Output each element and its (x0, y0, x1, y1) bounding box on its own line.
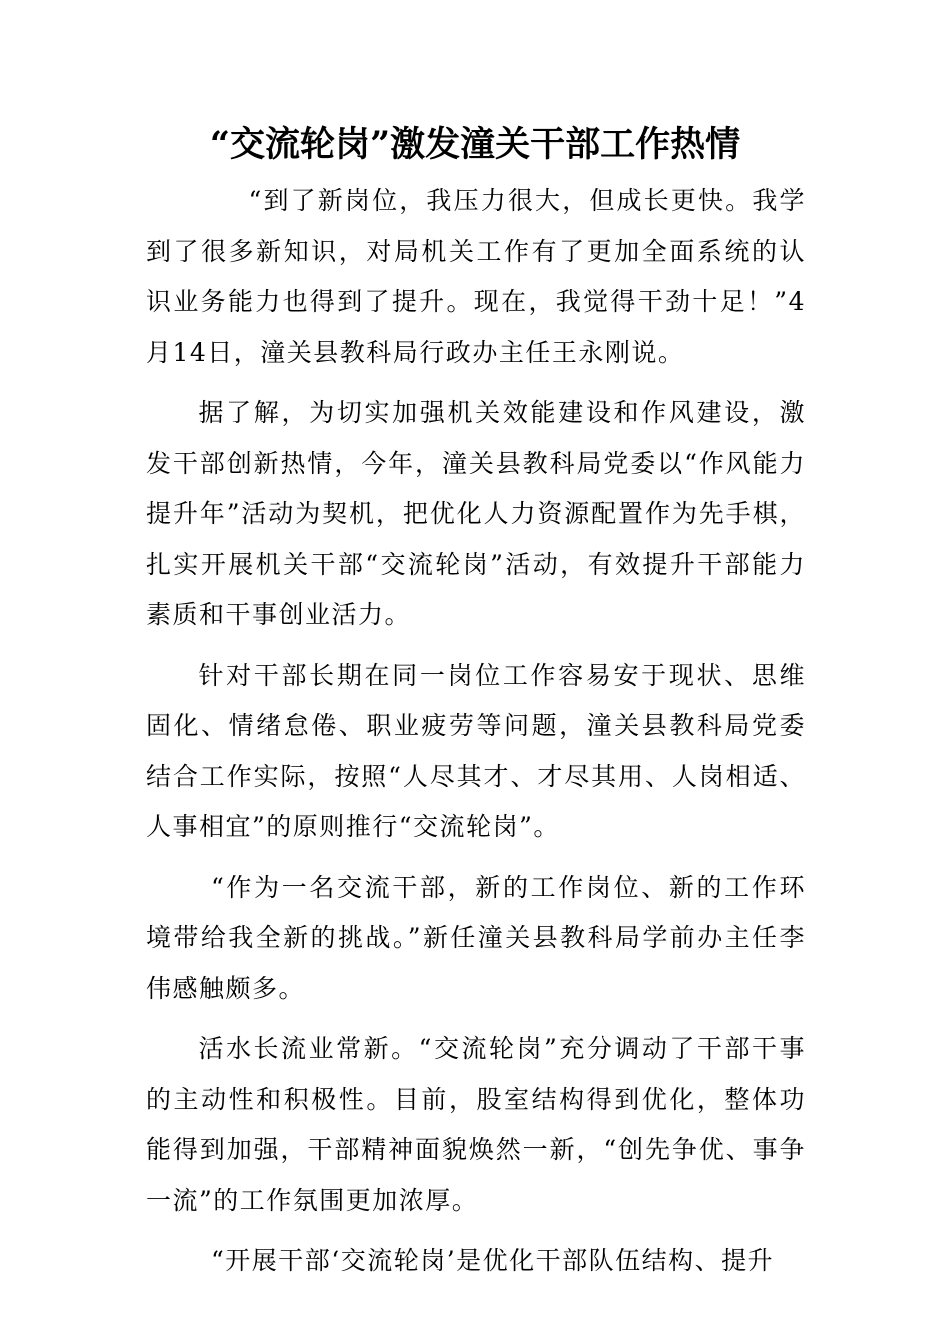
paragraph: 据了解，为切实加强机关效能建设和作风建设，激发干部创新热情，今年，潼关县教科局党委以“作风能力提升年”活动为契机，把优化人力资源配置作为先手棋，扎实开展机关干部“交流轮岗”活动，有效提升干部能力素质和干事创业活力。 (146, 398, 806, 629)
paragraph: 活水长流业常新。“交流轮岗”充分调动了干部干事的主动性和积极性。目前，股室结构得到优化，整体功能得到加强，干部精神面貌焕然一新，“创先争优、事争一流”的工作氛围更加浓厚。 (146, 1034, 806, 1215)
paragraph: “开展干部‘交流轮岗’是优化干部队伍结构、提升 (211, 1246, 775, 1275)
paragraph: “到了新岗位，我压力很大，但成长更快。我学到了很多新知识，对局机关工作有了更加全面系统的认识业务能力也得到了提升。现在，我觉得干劲十足！”4月14日，潼关县教科局行政办主任王永刚说。 (146, 186, 806, 367)
article-body (146, 176, 806, 1287)
paragraph: 针对干部长期在同一岗位工作容易安于现状、思维固化、情绪怠倦、职业疲劳等问题，潼关县教科局党委结合工作实际，按照“人尽其才、才尽其用、人岗相适、人事相宜”的原则推行“交流轮岗”。 (146, 660, 806, 841)
document-title: “交流轮岗”激发潼关干部工作热情 (209, 124, 741, 165)
paragraph: “作为一名交流干部，新的工作岗位、新的工作环境带给我全新的挑战。”新任潼关县教科局学前办主任李伟感触颇多。 (146, 872, 806, 1003)
